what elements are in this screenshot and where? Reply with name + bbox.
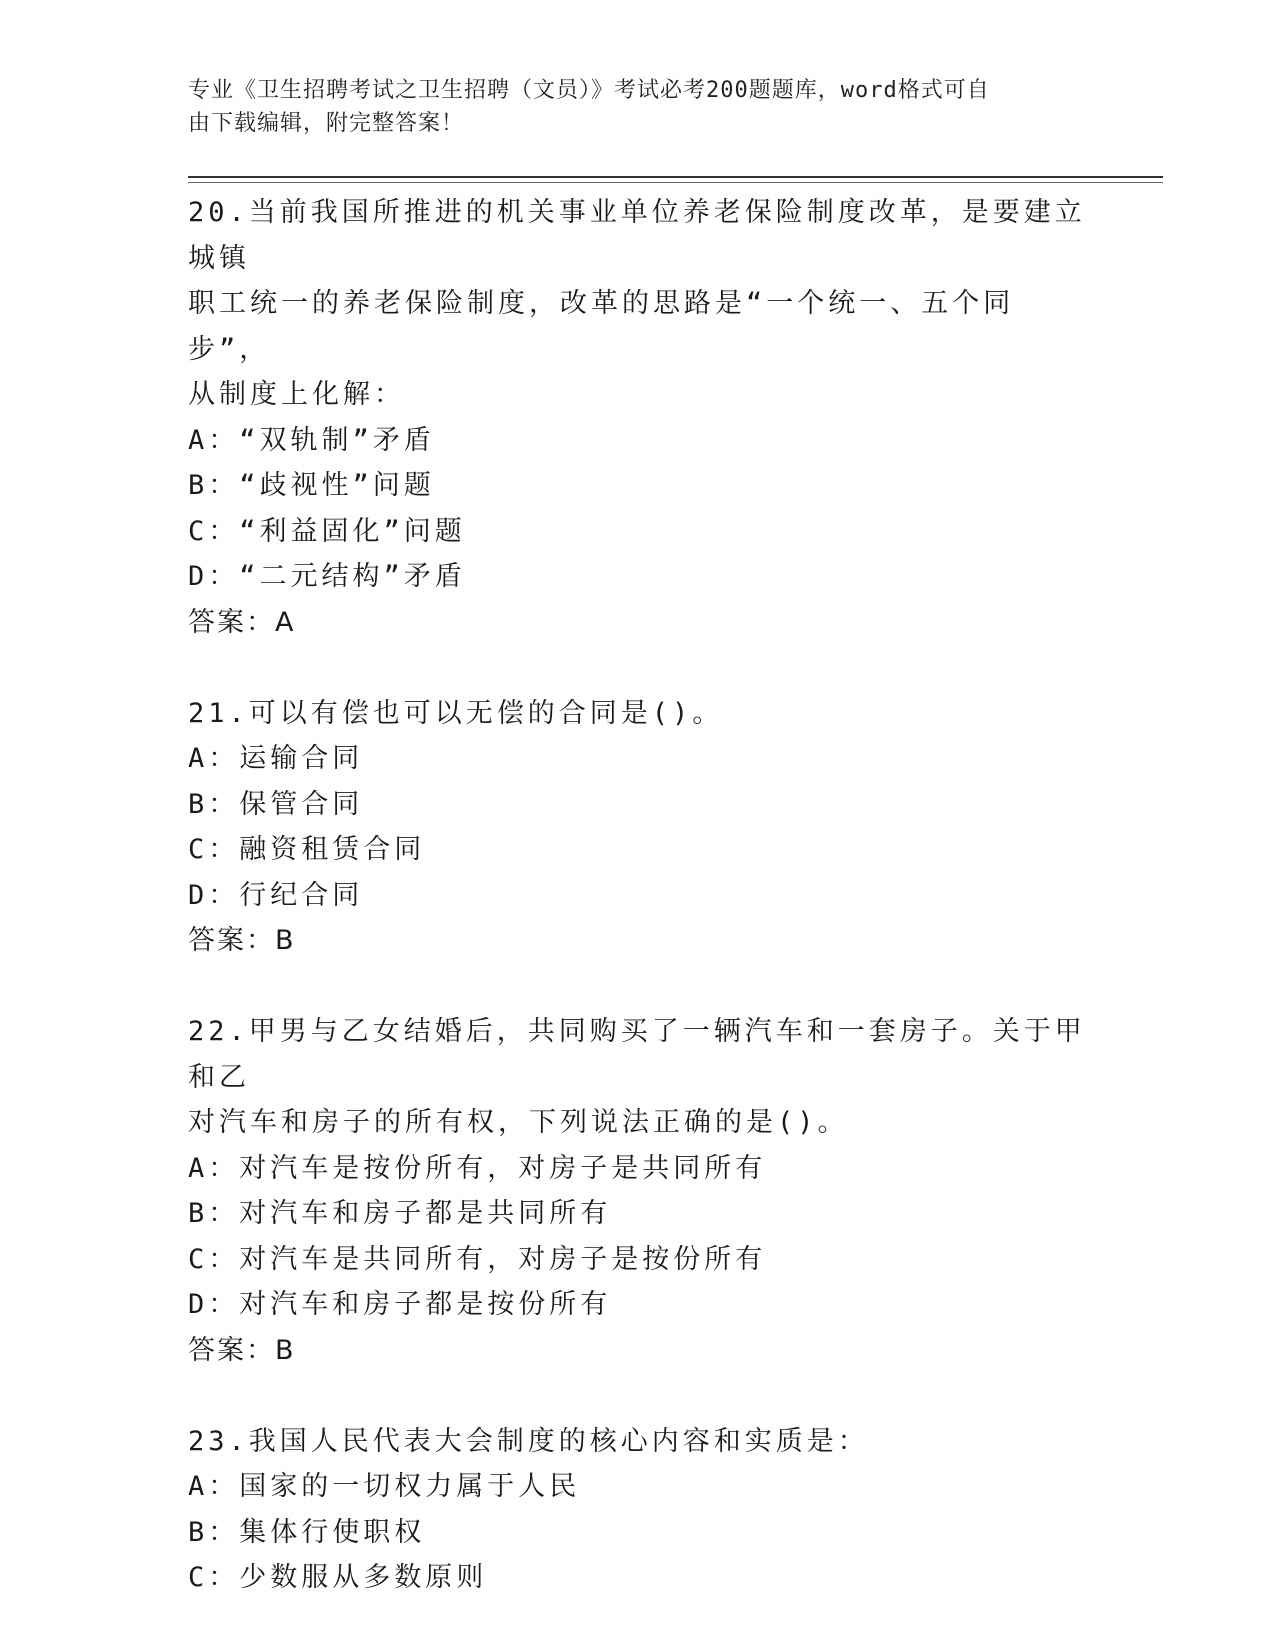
answer-option: D：“二元结构”矛盾 [188,561,466,592]
answer-label: 答案： [188,925,275,956]
question-stem-line: 对汽车和房子的所有权，下列说法正确的是()。 [188,1107,849,1138]
question-block [188,190,1088,645]
answer-option: A：对汽车是按份所有，对房子是共同所有 [188,1152,767,1184]
answer-option: A：运输合同 [188,743,364,774]
answer-option: D：行纪合同 [188,879,364,911]
question-stem-line: 21.可以有偿也可以无偿的合同是()。 [188,697,724,729]
question-stem-line: 职工统一的养老保险制度，改革的思路是“一个统一、五个同步”， [188,288,1015,365]
answer-line [188,1328,1088,1374]
answer-value: B [275,1334,296,1366]
question-stem-line: 从制度上化解： [188,379,405,410]
answer-option: B：“歧视性”问题 [188,470,435,501]
answer-option: B：集体行使职权 [188,1516,426,1548]
question-block [188,691,1088,964]
answer-option: C：“利益固化”问题 [188,515,466,547]
answer-option: A：“双轨制”矛盾 [188,424,435,456]
header-divider-thin [188,182,1163,183]
answer-line [188,600,1088,646]
question-block [188,1419,1088,1601]
answer-option: B：对汽车和房子都是共同所有 [188,1198,612,1229]
answer-option: C：对汽车是共同所有，对房子是按份所有 [188,1243,767,1275]
header-line-1: 专业《卫生招聘考试之卫生招聘（文员）》考试必考200题题库，word格式可自 [188,78,990,103]
answer-option: C：少数服从多数原则 [188,1562,488,1593]
answer-label: 答案： [188,1334,275,1366]
question-stem-line: 22.甲男与乙女结婚后，共同购买了一辆汽车和一套房子。关于甲和乙 [188,1016,1086,1093]
answer-value: A [275,606,296,638]
answer-label: 答案： [188,606,275,638]
question-block [188,1009,1088,1373]
document-header [188,74,1068,140]
header-line-2: 由下载编辑，附完整答案！ [188,111,465,136]
question-stem-line: 23.我国人民代表大会制度的核心内容和实质是： [188,1425,869,1457]
answer-option: C：融资租赁合同 [188,834,426,865]
answer-option: D：对汽车和房子都是按份所有 [188,1289,612,1320]
header-divider-thick [188,176,1163,178]
answer-value: B [275,925,296,956]
answer-option: B：保管合同 [188,788,364,820]
answer-line [188,918,1088,964]
answer-option: A：国家的一切权力属于人民 [188,1471,581,1502]
question-stem-line: 20.当前我国所推进的机关事业单位养老保险制度改革，是要建立城镇 [188,197,1086,274]
question-list [188,190,1088,1646]
